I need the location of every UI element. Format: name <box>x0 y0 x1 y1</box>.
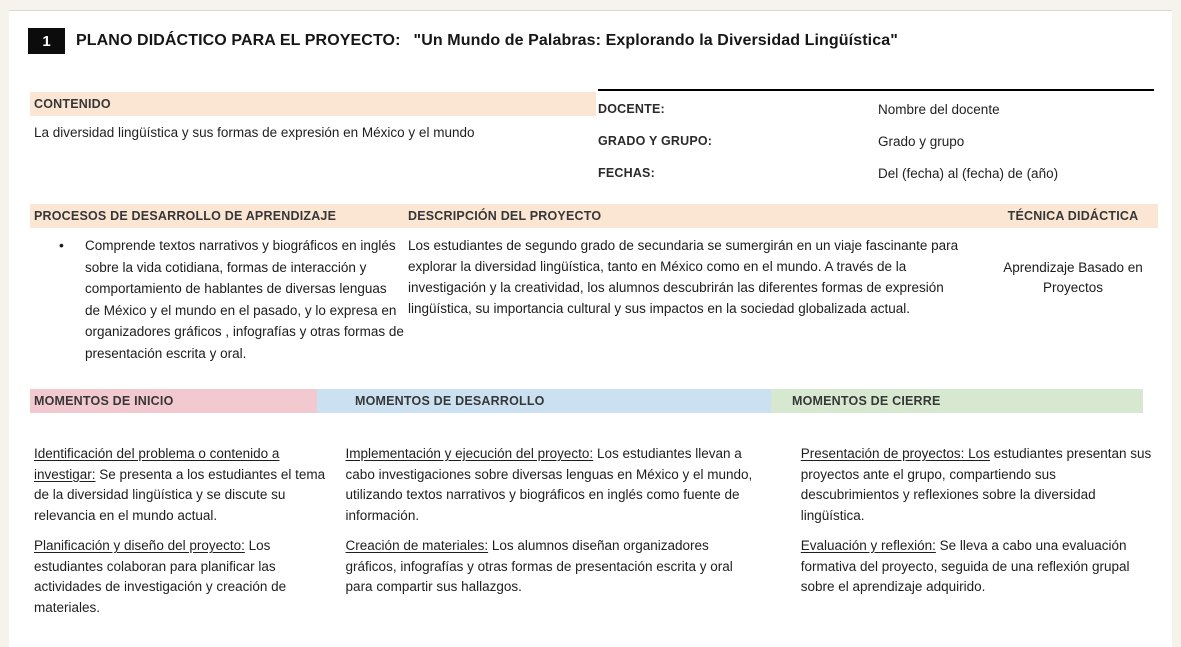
grado-value: Grado y grupo <box>878 133 965 149</box>
descripcion-header: DESCRIPCIÓN DEL PROYECTO <box>408 204 988 228</box>
page-number-badge: 1 <box>28 28 65 54</box>
procesos-bullet-list <box>30 235 408 364</box>
info-row-grado <box>598 125 1154 157</box>
info-panel <box>598 89 1154 189</box>
activity-text: Los alumnos diseñan organizadores gráficos, infografías y otras formas de presentación escrita y oral para compartir sus hallazgos. <box>345 538 733 594</box>
section-contenido <box>30 92 596 143</box>
docente-label: DOCENTE: <box>598 102 665 116</box>
activity-paragraph <box>34 536 343 618</box>
activity-lead: Presentación de proyectos: Los <box>800 446 990 461</box>
activity-text: estudiantes presentan sus proyectos ante el grupo, compartiendo sus descubrimientos y reflexiones sobre la diversidad lingüística. <box>800 446 1152 523</box>
descripcion-text: Los estudiantes de segundo grado de secundaria se sumergirán en un viaje fascinante para explorar la diversidad lingüística, tanto en México como en el mundo. A través de la investigación y la creatividad, los alumnos descubrirán las diferentes formas de expresión lingüística, su importancia cultural y sus impactos en la sociedad globalizada actual. <box>408 238 959 316</box>
activity-lead: Planificación y diseño del proyecto: <box>34 538 245 553</box>
activity-text: Se presenta a los estudiantes el tema de la diversidad lingüística y se discute su relevancia en el mundo actual. <box>34 466 326 523</box>
fechas-value: Del (fecha) al (fecha) de (año) <box>878 165 1059 181</box>
procesos-header: PROCESOS DE DESARROLLO DE APRENDIZAJE <box>30 204 408 228</box>
activity-paragraph <box>801 444 1152 526</box>
document-page <box>9 10 1172 647</box>
momentos-cierre-header: MOMENTOS DE CIERRE <box>771 389 1143 413</box>
momentos-header-row <box>30 389 1152 413</box>
activity-text: Los estudiantes colaboran para planificar las actividades de investigación y creación de materiales. <box>34 538 287 615</box>
momentos-desarrollo-column <box>346 444 763 628</box>
activity-paragraph <box>346 444 763 526</box>
page-title <box>76 32 898 50</box>
momentos-inicio-column <box>30 444 343 628</box>
momentos-cierre-column <box>801 444 1152 628</box>
section-procesos <box>30 204 1158 364</box>
momentos-desarrollo-header: MOMENTOS DE DESARROLLO <box>317 389 771 413</box>
activity-lead: Identificación del problema o contenido a investigar: <box>34 446 280 482</box>
fechas-label: FECHAS: <box>598 166 655 180</box>
procesos-header-row <box>30 204 1158 228</box>
info-row-docente <box>598 93 1154 125</box>
activity-paragraph <box>346 536 763 598</box>
activity-paragraph <box>34 444 343 526</box>
section-momentos <box>30 389 1152 628</box>
procesos-column <box>30 235 408 364</box>
momentos-inicio-header: MOMENTOS DE INICIO <box>30 389 317 413</box>
activity-text: Los estudiantes llevan a cabo investigaciones sobre diversas lenguas en México y el mundo, utilizando textos narrativos y biográficos en inglés como fuente de información. <box>345 446 753 523</box>
activity-text: Se lleva a cabo una evaluación formativa del proyecto, seguida de una reflexión grupal sobre el aprendizaje adquirido. <box>800 538 1130 594</box>
bullet-item: • Comprende textos narrativos y biográficos en inglés sobre la vida cotidiana, formas de interacción y comportamiento de hablantes de diversas lenguas de México y el mundo en el pasado, y lo expresa en organizadores gráficos , infografías y otras formas de presentación escrita y oral. <box>85 235 408 364</box>
info-row-fechas <box>598 157 1154 189</box>
activity-lead: Creación de materiales: <box>345 538 489 553</box>
contenido-body: La diversidad lingüística y sus formas de expresión en México y el mundo <box>34 125 475 140</box>
activity-lead: Implementación y ejecución del proyecto: <box>345 446 594 461</box>
activity-paragraph <box>801 536 1152 598</box>
page-title-label: PLANO DIDÁCTICO PARA EL PROYECTO: <box>76 32 401 49</box>
docente-value: Nombre del docente <box>878 101 1000 117</box>
page-title-project-name: "Un Mundo de Palabras: Explorando la Diversidad Lingüística" <box>413 32 898 49</box>
contenido-header: CONTENIDO <box>30 92 596 116</box>
tecnica-value: Aprendizaje Basado en Proyectos <box>1003 260 1143 295</box>
activity-lead: Evaluación y reflexión: <box>800 538 936 553</box>
procesos-body-row <box>30 235 1158 364</box>
grado-label: GRADO Y GRUPO: <box>598 134 713 148</box>
momentos-body-row <box>30 444 1152 628</box>
title-row <box>28 28 898 54</box>
tecnica-header: TÉCNICA DIDÁCTICA <box>988 204 1158 228</box>
